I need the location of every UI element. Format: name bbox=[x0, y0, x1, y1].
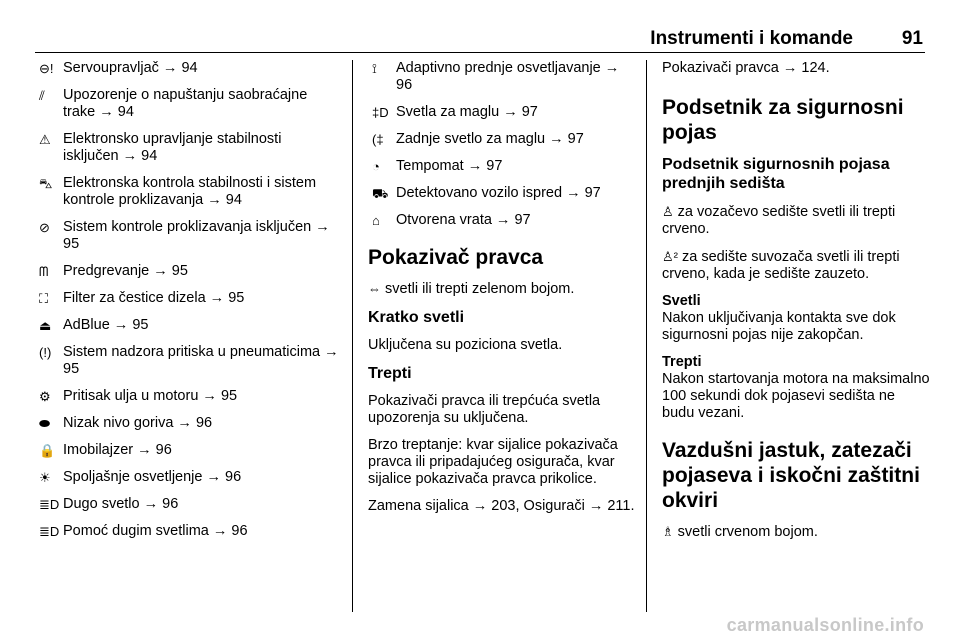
skid-car-icon: ⛍ bbox=[39, 176, 53, 191]
column-3 bbox=[662, 60, 930, 551]
exterior-lights-icon: ☀ bbox=[39, 470, 51, 485]
stability-off-icon: ⚠ bbox=[39, 132, 51, 147]
indicator-entry bbox=[368, 131, 636, 148]
seatbelt-passenger-icon: ♙² bbox=[662, 249, 678, 264]
indicator-entry-text: Otvorena vrata → 97 bbox=[396, 212, 531, 228]
indicator-entry-text: Pomoć dugim svetlima → 96 bbox=[63, 523, 248, 539]
indicator-entry bbox=[35, 290, 340, 307]
turn-signal-reference: Pokazivači pravca → 124. bbox=[662, 60, 830, 76]
seatbelt-driver-text bbox=[662, 203, 930, 238]
indicator-entry-text: Zadnje svetlo za maglu → 97 bbox=[396, 131, 584, 147]
indicator-entry bbox=[35, 442, 340, 459]
glow-plug-icon: ᗰ bbox=[39, 264, 49, 279]
subtitle-trepti-seatbelt: Trepti bbox=[662, 354, 702, 370]
immobilizer-icon: 🔒 bbox=[39, 443, 56, 458]
trepti-paragraph-3: Zamena sijalica → 203, Osigurači → 211. bbox=[368, 498, 635, 514]
indicator-entry-text: Detektovano vozilo ispred → 97 bbox=[396, 185, 601, 201]
subtitle-kratko-svetli: Kratko svetli bbox=[368, 309, 465, 326]
rear-fog-icon: (‡ bbox=[372, 132, 384, 147]
subtitle-svetli: Svetli bbox=[662, 293, 701, 309]
door-open-icon: ⌂ bbox=[372, 213, 380, 228]
turn-signal-icon: ⇔ bbox=[368, 281, 381, 296]
indicator-entry-text: Spoljašnje osvetljenje → 96 bbox=[63, 469, 242, 485]
airbag-desc: svetli crvenom bojom. bbox=[677, 524, 818, 540]
column-divider-2 bbox=[646, 60, 647, 612]
indicator-entry-text: Nizak nivo goriva → 96 bbox=[63, 415, 213, 431]
subtitle-trepti: Trepti bbox=[368, 365, 412, 382]
indicator-entry bbox=[35, 219, 340, 253]
indicator-entry bbox=[368, 212, 636, 229]
turn-signal-intro bbox=[368, 280, 636, 298]
indicator-entry bbox=[35, 175, 340, 209]
trepti-seatbelt-text: Nakon startovanja motora na maksimalno 100 sekundi dok pojasevi sedišta ne budu vezani. bbox=[662, 371, 930, 421]
subtitle-seatbelt-front: Podsetnik sigurnosnih pojasa prednjih sedišta bbox=[662, 156, 890, 192]
indicator-entry bbox=[35, 131, 340, 165]
particle-filter-icon: ⛶ bbox=[39, 291, 49, 306]
kratko-svetli-text: Uključena su poziciona svetla. bbox=[368, 337, 563, 353]
column-2-entries bbox=[368, 60, 636, 229]
trepti-paragraph-1: Pokazivači pravca ili trepćuća svetla upozorenja su uključena. bbox=[368, 393, 601, 426]
indicator-entry-text: Tempomat → 97 bbox=[396, 158, 503, 174]
airbag-icon: ♗ bbox=[662, 524, 674, 539]
fog-light-icon: ‡D bbox=[372, 105, 389, 120]
indicator-entry bbox=[368, 158, 636, 175]
indicator-entry-text: AdBlue → 95 bbox=[63, 317, 149, 333]
traction-off-icon: ⊘ bbox=[39, 220, 50, 235]
column-divider-1 bbox=[352, 60, 353, 612]
indicator-entry-text: Elektronsko upravljanje stabilnosti isključen → 94 bbox=[63, 131, 282, 164]
indicator-entry-text: Dugo svetlo → 96 bbox=[63, 496, 179, 512]
trepti-paragraph-2: Brzo treptanje: kvar sijalice pokazivača pravca ili pripadajućeg osigurača, kvar sijalice pokazivača pravca prikolice. bbox=[368, 437, 618, 487]
indicator-entry bbox=[368, 60, 636, 94]
lane-departure-icon: ⫽ bbox=[39, 88, 45, 103]
indicator-entry-text: Pritisak ulja u motoru → 95 bbox=[63, 388, 238, 404]
indicator-entry-text: Sistem kontrole proklizavanja isključen → 95 bbox=[63, 219, 330, 252]
fuel-low-icon: ⬬ bbox=[39, 416, 51, 431]
section-title-turn-signal: Pokazivač pravca bbox=[368, 246, 544, 269]
indicator-entry-text: Sistem nadzora pritiska u pneumaticima → 95 bbox=[63, 344, 339, 377]
indicator-entry bbox=[35, 87, 340, 121]
column-1 bbox=[35, 60, 340, 550]
svetli-text: Nakon uključivanja kontakta sve dok sigurnosni pojas nije zakopčan. bbox=[662, 310, 896, 343]
high-beam-assist-icon: ≣D bbox=[39, 524, 60, 539]
indicator-entry-text: Predgrevanje → 95 bbox=[63, 263, 188, 279]
indicator-entry-text: Servoupravljač → 94 bbox=[63, 60, 198, 76]
section-title-airbag: Vazdušni jastuk, zatezači pojaseva i iskočni zaštitni okviri bbox=[662, 439, 920, 512]
page-title: Instrumenti i komande bbox=[650, 28, 853, 49]
indicator-entry-text: Filter za čestice dizela → 95 bbox=[63, 290, 245, 306]
indicator-entry-text: Svetla za maglu → 97 bbox=[396, 104, 538, 120]
indicator-entry bbox=[35, 263, 340, 280]
indicator-entry-text: Elektronska kontrola stabilnosti i sistem kontrole proklizavanja → 94 bbox=[63, 175, 317, 208]
indicator-entry bbox=[35, 469, 340, 486]
steering-warning-icon: ⊖! bbox=[39, 61, 54, 76]
indicator-entry bbox=[35, 415, 340, 432]
airbag-text bbox=[662, 523, 930, 541]
indicator-entry bbox=[35, 317, 340, 334]
section-title-seatbelt: Podsetnik za sigurnosni pojas bbox=[662, 96, 904, 144]
indicator-entry-text: Upozorenje o napuštanju saobraćajne trake → 94 bbox=[63, 87, 308, 120]
cruise-control-icon: ◔ bbox=[372, 159, 380, 174]
indicator-entry bbox=[368, 104, 636, 121]
column-2 bbox=[368, 60, 636, 525]
seatbelt-passenger-desc: za sedište suvozača svetli ili trepti crveno, kada je sedište zauzeto. bbox=[662, 249, 900, 282]
indicator-entry bbox=[35, 496, 340, 513]
indicator-entry-text: Imobilajzer → 96 bbox=[63, 442, 172, 458]
indicator-entry bbox=[35, 523, 340, 540]
oil-can-icon: ⚙ bbox=[39, 389, 51, 404]
high-beam-icon: ≣D bbox=[39, 497, 60, 512]
page-header bbox=[35, 26, 925, 53]
turn-signal-intro-text: svetli ili trepti zelenom bojom. bbox=[385, 281, 575, 297]
indicator-entry-text: Adaptivno prednje osvetljavanje → 96 bbox=[396, 60, 620, 93]
adaptive-headlight-icon: ⟟ bbox=[372, 61, 377, 76]
indicator-entry bbox=[35, 344, 340, 378]
indicator-entry bbox=[35, 60, 340, 77]
vehicle-ahead-icon: ⛟ bbox=[372, 186, 389, 201]
indicator-entry bbox=[35, 388, 340, 405]
indicator-entry bbox=[368, 185, 636, 202]
watermark: carmanualsonline.info bbox=[726, 615, 924, 635]
seatbelt-passenger-text bbox=[662, 248, 930, 283]
page-number: 91 bbox=[901, 28, 923, 49]
seatbelt-driver-desc: za vozačevo sedište svetli ili trepti crveno. bbox=[662, 204, 896, 237]
seatbelt-icon: ♙ bbox=[662, 204, 674, 219]
tire-pressure-icon: (!) bbox=[39, 345, 52, 360]
adblue-icon: ⏏ bbox=[39, 318, 52, 333]
